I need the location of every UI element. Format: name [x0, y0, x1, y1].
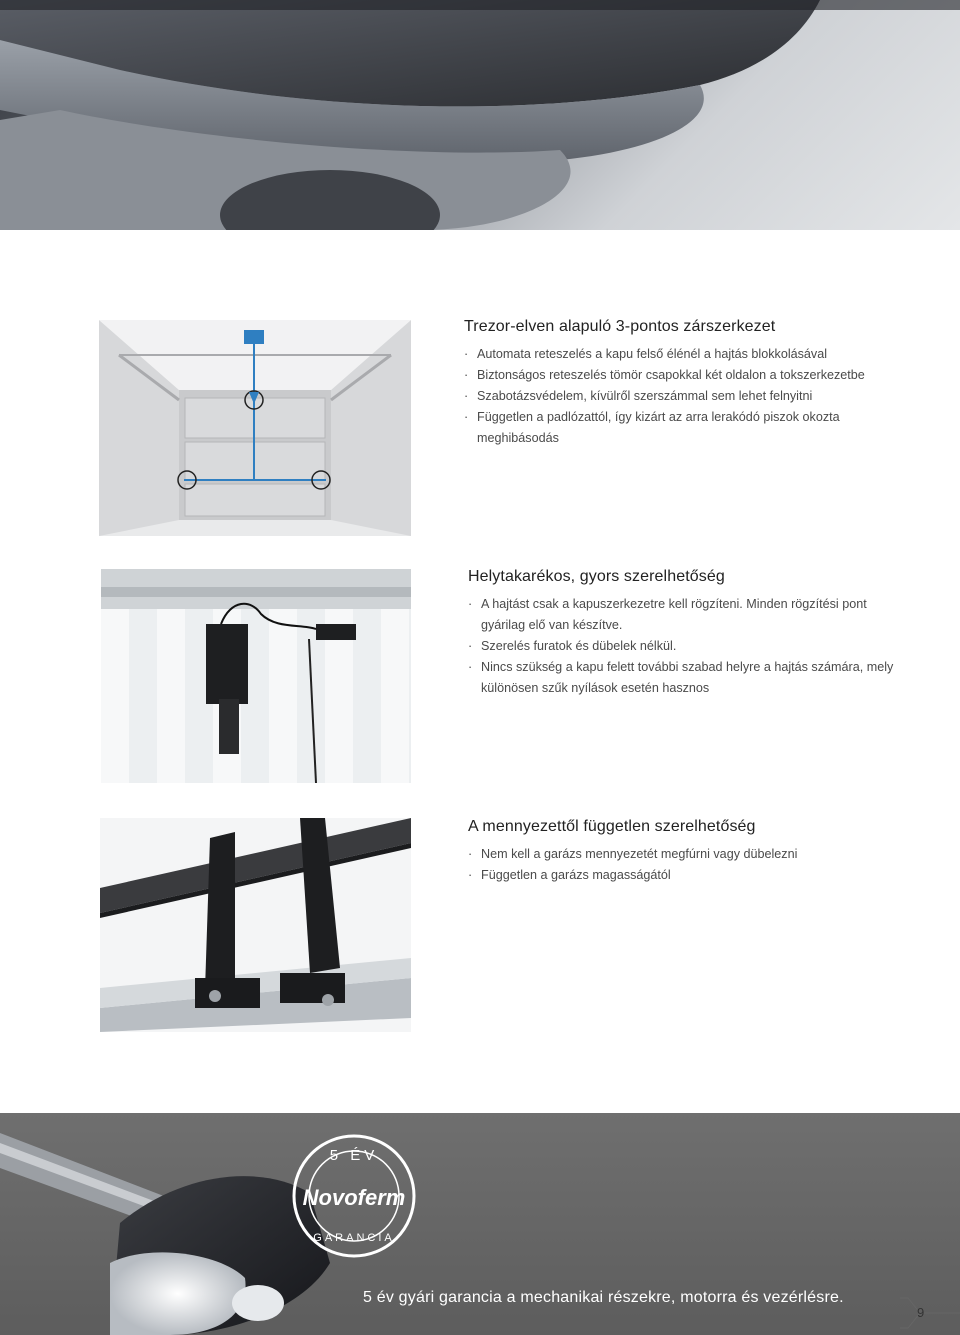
list-item: · Szabotázsvédelem, kívülről szerszámmal sem lehet felnyitni [464, 386, 904, 407]
list-item: · Nem kell a garázs mennyezetét megfúrni vagy dübelezni [468, 844, 908, 865]
list-item: · Automata reteszelés a kapu felső élénél a hajtás blokkolásával [464, 344, 904, 365]
page-number-marker [900, 1296, 960, 1330]
section-title-install: Helytakarékos, gyors szerelhetőség [468, 568, 725, 585]
section-install [468, 568, 908, 699]
list-item: · A hajtást csak a kapuszerkezetre kell rögzíteni. Minden rögzítési pont gyárilag elő van készítve. [468, 594, 908, 636]
rail-straps-photo [100, 818, 411, 1032]
bracket-mount-photo [101, 569, 411, 783]
hero-photo [0, 0, 960, 230]
page-number: 9 [917, 1305, 925, 1320]
list-item: · Nincs szükség a kapu felett további szabad helyre a hajtás számára, mely különösen szűk nyílások esetén hasznos [468, 657, 908, 699]
section-ceiling [468, 818, 908, 886]
list-item: · Független a padlózattól, így kizárt az arra lerakódó piszok okozta meghibásodás [464, 407, 904, 449]
warranty-badge [291, 1133, 417, 1259]
list-item: · Szerelés furatok és dübelek nélkül. [468, 636, 908, 657]
list-item: · Biztonságos reteszelés tömör csapokkal két oldalon a tokszerkezetbe [464, 365, 904, 386]
section-title-ceiling: A mennyezettől független szerelhetőség [468, 818, 756, 835]
garage-lock-diagram [99, 320, 411, 536]
opener-housing-closeup [0, 0, 960, 230]
rail-photo-figure [100, 818, 411, 1032]
list-item: · Független a garázs magasságától [468, 865, 908, 886]
section-title-lock: Trezor-elven alapuló 3-pontos zárszerkezet [464, 318, 776, 335]
lock-diagram-figure [99, 320, 411, 536]
badge-brand: Novoferm [302, 1185, 406, 1210]
badge-warranty: GARANCIA [313, 1232, 395, 1244]
section-lock [464, 318, 904, 449]
footer-warranty-text: 5 év gyári garancia a mechanikai részekre, motorra és vezérlésre. [363, 1289, 844, 1306]
badge-years: 5 ÉV [329, 1147, 379, 1164]
section-list-ceiling [468, 844, 908, 886]
section-list-lock [464, 344, 904, 449]
mounting-photo-figure [101, 569, 411, 783]
section-list-install [468, 594, 908, 699]
